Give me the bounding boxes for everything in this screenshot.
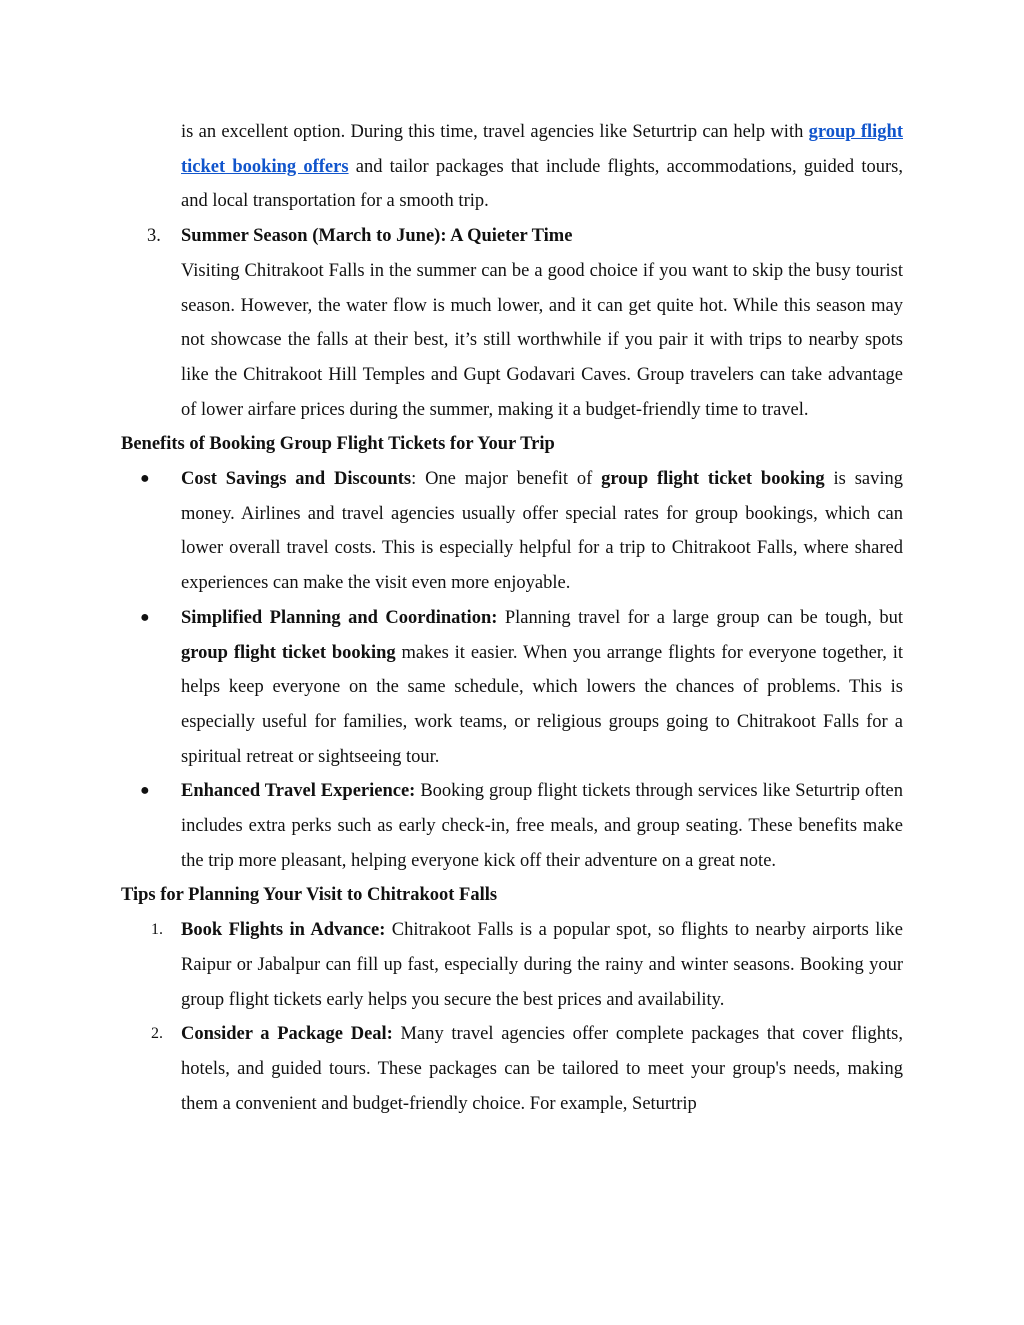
bullet-icon: ● [140, 470, 150, 488]
tip-title: Book Flights in Advance: [181, 920, 386, 941]
tips-heading: Tips for Planning Your Visit to Chitrakoot Falls [121, 885, 498, 906]
tip-item-2 [151, 1017, 903, 1121]
season-item-3 [147, 219, 903, 427]
tip-item-1 [151, 913, 903, 1017]
benefit-text-b: makes it easier. When you arrange flights for everyone together, it helps keep everyone on the same schedule, which lowers the chances of problems. This is especially useful for families, work teams, or religious groups going to Chitrakoot Falls for a spiritual retreat or sightseeing tour. [181, 642, 904, 767]
page-content [121, 115, 903, 1121]
benefit-bold-mid: group flight ticket booking [181, 642, 396, 663]
benefit-text-b: is saving money. Airlines and travel agencies usually offer special rates for group bookings, which can lower overall travel costs. This is especially helpful for a trip to Chitrakoot Falls, where shared experiences can make the visit even more enjoyable. [181, 469, 903, 594]
benefit-sep [497, 608, 504, 628]
tip-number: 1. [151, 921, 163, 939]
tip-title: Consider a Package Deal: [181, 1024, 393, 1045]
season-body: Visiting Chitrakoot Falls in the summer can be a good choice if you want to skip the busy tourist season. However, the water flow is much lower, and it can get quite hot. While this season may not showcase the falls at their best, it’s still worthwhile if you pair it with trips to nearby spots like the Chitrakoot Hill Temples and Gupt Godavari Caves. Group travelers can take advantage of lower airfare prices during the summer, making it a budget-friendly time to travel. [181, 260, 903, 420]
group-flight-offers-link[interactable]: group flight ticket booking offers [181, 122, 903, 177]
intro-text-pre: is an excellent option. During this time, travel agencies like Seturtrip can help with [181, 122, 809, 142]
benefit-title: Cost Savings and Discounts [181, 469, 412, 490]
benefit-title: Enhanced Travel Experience: [181, 781, 416, 802]
benefit-bold-mid: group flight ticket booking [601, 469, 825, 490]
intro-paragraph [181, 115, 903, 219]
benefit-item-planning [140, 601, 904, 775]
benefit-text-a: One major benefit of [425, 469, 602, 490]
season-number: 3. [147, 226, 161, 247]
benefits-heading: Benefits of Booking Group Flight Tickets for Your Trip [121, 434, 555, 455]
season-title: Summer Season (March to June): A Quieter Time [181, 226, 573, 247]
bullet-icon: ● [140, 782, 150, 800]
tip-number: 2. [151, 1025, 163, 1043]
benefit-sep: : [411, 469, 426, 490]
benefit-item-experience [140, 774, 904, 878]
tip-text: Chitrakoot Falls is a popular spot, so flights to nearby airports like Raipur or Jabalpur can fill up fast, especially during the rainy and winter seasons. Booking your group flight tickets early helps you secure the best prices and availability. [181, 920, 903, 1010]
tip-text: Many travel agencies offer complete packages that cover flights, hotels, and guided tours. These packages can be tailored to meet your group's needs, making them a convenient and budget-friendly choice. For example, Seturtrip [181, 1024, 903, 1114]
benefit-title: Simplified Planning and Coordination: [181, 607, 498, 628]
benefit-text-a: Planning travel for a large group can be tough, but [504, 607, 904, 628]
intro-text-post: and tailor packages that include flights, accommodations, guided tours, and local transportation for a smooth trip. [181, 156, 904, 212]
bullet-icon: ● [140, 608, 150, 626]
benefit-item-cost [140, 462, 903, 601]
benefit-text-a: Booking group flight tickets through services like Seturtrip often includes extra perks such as early check-in, free meals, and group seating. These benefits make the trip more pleasant, helping everyone kick off their adventure on a great note. [181, 781, 904, 871]
